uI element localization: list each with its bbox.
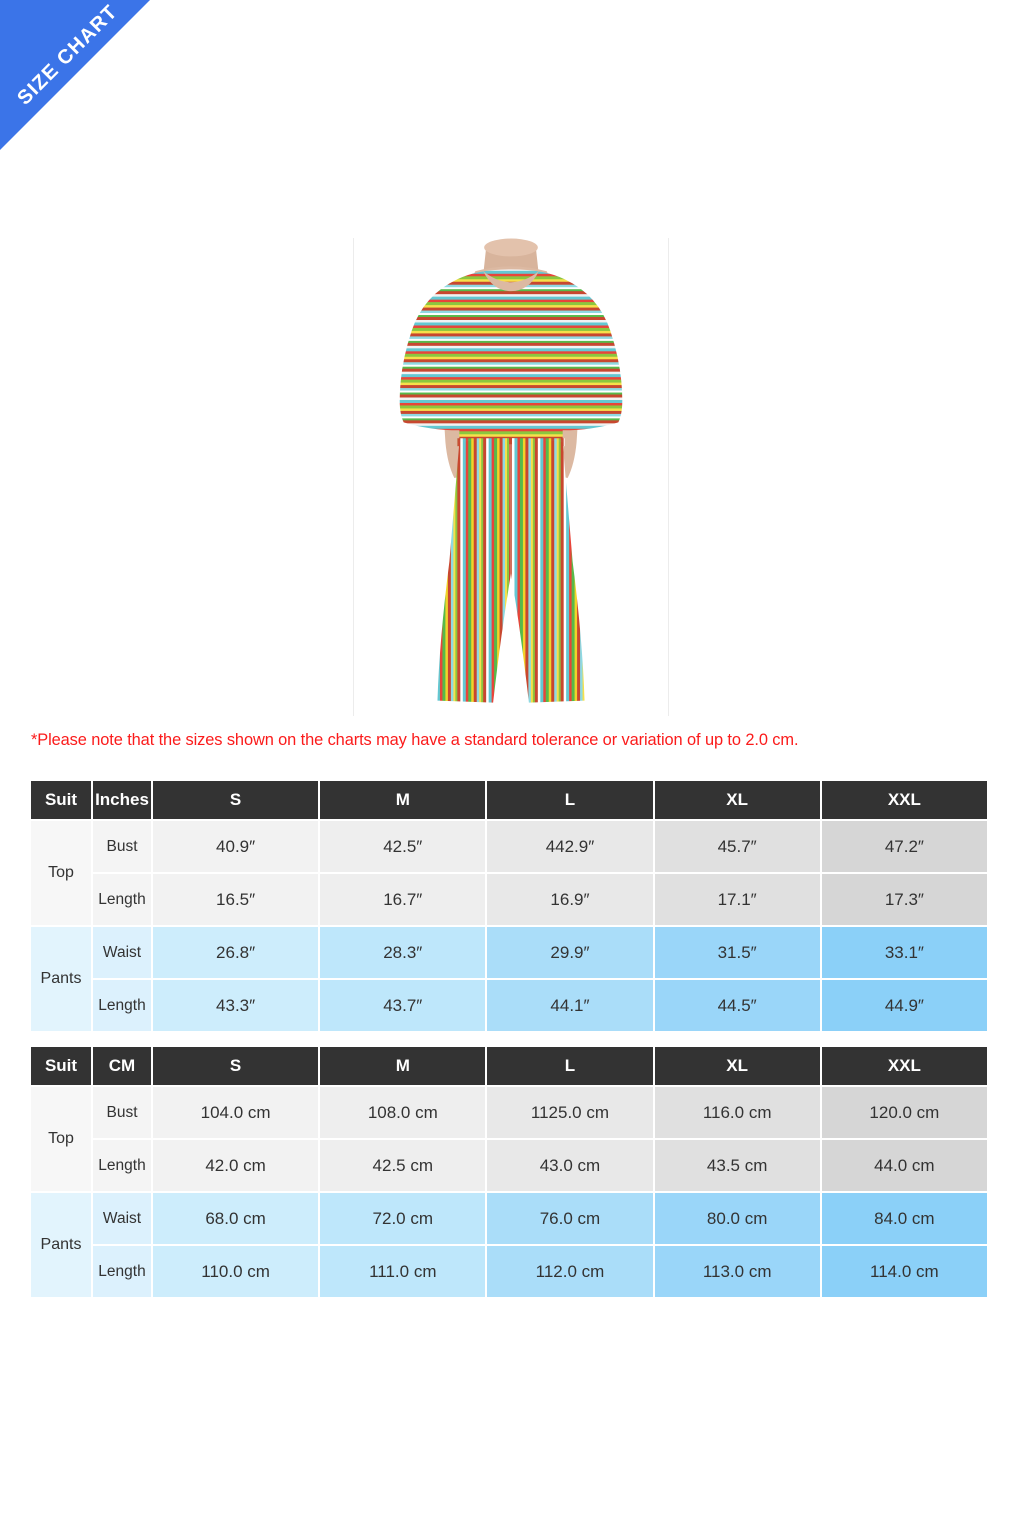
table-row (31, 1193, 987, 1244)
header-unit: CM (93, 1047, 151, 1085)
header-size-xxl: XXL (822, 781, 987, 819)
metric-bust: Bust (93, 1087, 151, 1138)
cell-waist-xl: 31.5″ (655, 927, 820, 978)
header-size-xl: XL (655, 1047, 820, 1085)
header-size-s: S (153, 1047, 318, 1085)
cell-bust-xl: 116.0 cm (655, 1087, 820, 1138)
cell-pants-length-xxl: 114.0 cm (822, 1246, 987, 1297)
size-chart-ribbon (0, 0, 150, 150)
metric-pants-length: Length (93, 980, 151, 1031)
garment-top (400, 269, 623, 449)
cell-top-length-xxl: 17.3″ (822, 874, 987, 925)
header-size-m: M (320, 781, 485, 819)
table-row (31, 1246, 987, 1297)
cell-waist-s: 26.8″ (153, 927, 318, 978)
table-header-row (31, 781, 987, 819)
header-suit: Suit (31, 1047, 91, 1085)
tolerance-note: *Please note that the sizes shown on the charts may have a standard tolerance or variation of up to 2.0 cm. (31, 731, 799, 749)
cell-bust-xl: 45.7″ (655, 821, 820, 872)
cell-top-length-m: 42.5 cm (320, 1140, 485, 1191)
header-unit: Inches (93, 781, 151, 819)
cell-waist-xl: 80.0 cm (655, 1193, 820, 1244)
rowgroup-pants: Pants (31, 927, 91, 1031)
cell-bust-s: 104.0 cm (153, 1087, 318, 1138)
table-row (31, 980, 987, 1031)
cell-pants-length-xl: 44.5″ (655, 980, 820, 1031)
cell-waist-m: 28.3″ (320, 927, 485, 978)
table-row (31, 927, 987, 978)
product-photo-illustration (354, 238, 668, 716)
cell-waist-l: 76.0 cm (487, 1193, 652, 1244)
header-size-m: M (320, 1047, 485, 1085)
cell-bust-m: 42.5″ (320, 821, 485, 872)
table-row (31, 1140, 987, 1191)
cell-pants-length-m: 111.0 cm (320, 1246, 485, 1297)
header-suit: Suit (31, 781, 91, 819)
metric-waist: Waist (93, 927, 151, 978)
metric-bust: Bust (93, 821, 151, 872)
cell-top-length-l: 16.9″ (487, 874, 652, 925)
cell-top-length-xl: 17.1″ (655, 874, 820, 925)
header-size-s: S (153, 781, 318, 819)
size-table-cm (29, 1045, 989, 1299)
metric-pants-length: Length (93, 1246, 151, 1297)
cell-top-length-s: 42.0 cm (153, 1140, 318, 1191)
cell-bust-xxl: 120.0 cm (822, 1087, 987, 1138)
cell-pants-length-l: 112.0 cm (487, 1246, 652, 1297)
header-size-xxl: XXL (822, 1047, 987, 1085)
metric-top-length: Length (93, 874, 151, 925)
metric-top-length: Length (93, 1140, 151, 1191)
rowgroup-pants: Pants (31, 1193, 91, 1297)
cell-top-length-m: 16.7″ (320, 874, 485, 925)
cell-pants-length-xxl: 44.9″ (822, 980, 987, 1031)
cell-bust-xxl: 47.2″ (822, 821, 987, 872)
cell-waist-xxl: 33.1″ (822, 927, 987, 978)
header-size-l: L (487, 781, 652, 819)
ribbon-label: SIZE CHART (13, 0, 123, 110)
cell-bust-l: 1125.0 cm (487, 1087, 652, 1138)
ribbon-triangle-shape (0, 0, 150, 150)
cell-waist-m: 72.0 cm (320, 1193, 485, 1244)
product-photo (353, 238, 669, 716)
header-size-l: L (487, 1047, 652, 1085)
cell-pants-length-xl: 113.0 cm (655, 1246, 820, 1297)
cell-top-length-xxl: 44.0 cm (822, 1140, 987, 1191)
table-row (31, 821, 987, 872)
cell-pants-length-l: 44.1″ (487, 980, 652, 1031)
cell-top-length-s: 16.5″ (153, 874, 318, 925)
cell-waist-s: 68.0 cm (153, 1193, 318, 1244)
cell-waist-l: 29.9″ (487, 927, 652, 978)
table-header-row (31, 1047, 987, 1085)
cell-top-length-xl: 43.5 cm (655, 1140, 820, 1191)
table-row (31, 874, 987, 925)
cell-bust-l: 442.9″ (487, 821, 652, 872)
cell-waist-xxl: 84.0 cm (822, 1193, 987, 1244)
cell-pants-length-s: 110.0 cm (153, 1246, 318, 1297)
cell-bust-s: 40.9″ (153, 821, 318, 872)
cell-pants-length-m: 43.7″ (320, 980, 485, 1031)
rowgroup-top: Top (31, 1087, 91, 1191)
cell-pants-length-s: 43.3″ (153, 980, 318, 1031)
header-size-xl: XL (655, 781, 820, 819)
rowgroup-top: Top (31, 821, 91, 925)
metric-waist: Waist (93, 1193, 151, 1244)
table-row (31, 1087, 987, 1138)
cell-top-length-l: 43.0 cm (487, 1140, 652, 1191)
size-table-inches (29, 779, 989, 1033)
cell-bust-m: 108.0 cm (320, 1087, 485, 1138)
